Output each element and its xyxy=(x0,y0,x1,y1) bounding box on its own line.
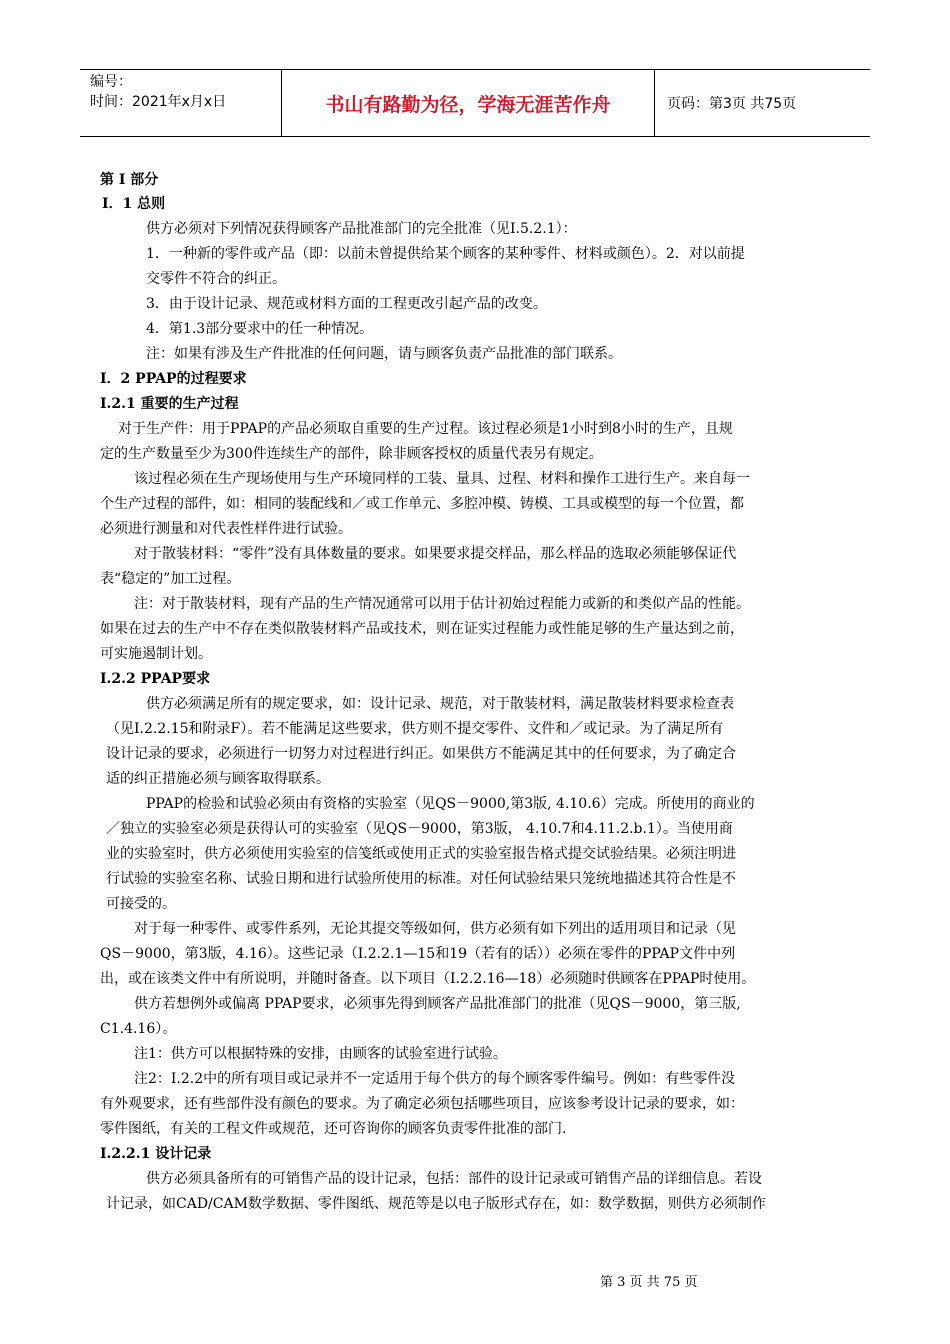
paragraph-line: 如果在过去的生产中不存在类似散装材料产品或技术，则在证实过程能力或性能足够的生产量达到之前， xyxy=(100,621,744,637)
paragraph-line: 适的纠正措施必须与顾客取得联系。 xyxy=(106,771,330,787)
paragraph-line: 注：如果有涉及生产件批准的任何问题，请与顾客负责产品批准的部门联系。 xyxy=(146,346,622,362)
paragraph-line: 4．第1.3部分要求中的任一种情况。 xyxy=(146,321,374,337)
paragraph-line: 可实施遏制计划。 xyxy=(100,646,212,662)
paragraph-line: QS－9000，第3版，4.16）。这些记录（I.2.2.1—15和19（若有的话））必须在零件的PPAP文件中列 xyxy=(100,946,736,962)
paragraph-line: 业的实验室时，供方必须使用实验室的信笺纸或使用正式的实验室报告格式提交试验结果。必须注明进 xyxy=(106,846,736,862)
paragraph-line: 供方必须满足所有的规定要求，如：设计记录、规范，对于散装材料，满足散装材料要求检查表 xyxy=(146,696,734,712)
paragraph-line: 计记录，如CAD/CAM数学数据、零件图纸、规范等是以电子版形式存在，如：数学数据，则供方必须制作 xyxy=(106,1196,766,1212)
part-heading: 第 I 部分 xyxy=(100,172,159,188)
header-info-cell xyxy=(80,70,282,136)
paragraph-line: 对于生产件：用于PPAP的产品必须取自重要的生产过程。该过程必须是1小时到8小时的生产，且规 xyxy=(118,421,733,437)
paragraph-line: 行试验的实验室名称、试验日期和进行试验所使用的标准。对任何试验结果只笼统地描述其符合性是不 xyxy=(106,871,736,887)
paragraph-line: 注1：供方可以根据特殊的安排，由顾客的试验室进行试验。 xyxy=(134,1046,507,1062)
paragraph-line: PPAP的检验和试验必须由有资格的实验室（见QS－9000,第3版, 4.10.6）完成。所使用的商业的 xyxy=(146,796,755,812)
paragraph-line: 对于每一种零件、或零件系列，无论其提交等级如何，供方必须有如下列出的适用项目和记录（见 xyxy=(134,921,736,937)
paragraph-line: 注：对于散装材料，现有产品的生产情况通常可以用于估计初始过程能力或新的和类似产品的性能。 xyxy=(134,596,750,612)
header-page-number: 页码：第3页 共75页 xyxy=(667,96,797,112)
paragraph-line: （见I.2.2.15和附录F）。若不能满足这些要求，供方则不提交零件、文件和／或记录。为了满足所有 xyxy=(106,721,724,737)
paragraph-line: ／独立的实验室必须是获得认可的实验室（见QS－9000，第3版， 4.10.7和4.11.2.b.1）。当使用商 xyxy=(106,821,733,837)
paragraph-line: 个生产过程的部件，如：相同的装配线和／或工作单元、多腔冲模、铸模、工具或模型的每一个位置，都 xyxy=(100,496,744,512)
paragraph-line: 有外观要求，还有些部件没有颜色的要求。为了确定必须包括哪些项目，应该参考设计记录的要求，如： xyxy=(100,1096,744,1112)
paragraph-line: 1．一种新的零件或产品（即：以前未曾提供给某个顾客的某种零件、材料或颜色）。2．对以前提 xyxy=(146,246,745,262)
paragraph-line: 出，或在该类文件中有所说明，并随时备查。以下项目（I.2.2.16—18）必须随时供顾客在PPAP时使用。 xyxy=(100,971,756,987)
subsection-heading: I.2.2.1 设计记录 xyxy=(100,1146,212,1162)
header-motto: 书山有路勤为径，学海无涯苦作舟 xyxy=(282,70,655,136)
document-date-label: 时间：2021年x月x日 xyxy=(90,94,227,110)
page-header xyxy=(80,69,870,137)
paragraph-line: 零件图纸，有关的工程文件或规范，还可咨询你的顾客负责零件批准的部门. xyxy=(100,1121,567,1137)
paragraph-line: 供方必须对下列情况获得顾客产品批准部门的完全批准（见I.5.2.1）： xyxy=(146,221,577,237)
subsection-heading: I.2.1 重要的生产过程 xyxy=(100,396,239,412)
paragraph-line: 该过程必须在生产现场使用与生产环境同样的工装、量具、过程、材料和操作工进行生产。来自每一 xyxy=(134,471,750,487)
paragraph-line: 设计记录的要求，必须进行一切努力对过程进行纠正。如果供方不能满足其中的任何要求，为了确定合 xyxy=(106,746,736,762)
paragraph-line: 供方若想例外或偏离 PPAP要求，必须事先得到顾客产品批准部门的批准（见QS－9000，第三版, xyxy=(134,996,741,1012)
paragraph-line: 3．由于设计记录、规范或材料方面的工程更改引起产品的改变。 xyxy=(146,296,547,312)
paragraph-line: 表“稳定的”加工过程。 xyxy=(100,571,241,587)
paragraph-line: 可接受的。 xyxy=(106,896,176,912)
paragraph-line: 供方必须具备所有的可销售产品的设计记录，包括：部件的设计记录或可销售产品的详细信息。若设 xyxy=(146,1171,762,1187)
page-footer: 第 3 页 共 75 页 xyxy=(600,1275,698,1290)
paragraph-line: 交零件不符合的纠正。 xyxy=(146,271,286,287)
section-heading: I．2 PPAP的过程要求 xyxy=(100,371,247,387)
section-heading: I．1 总则 xyxy=(102,196,166,212)
paragraph-line: 注2：I.2.2中的所有项目或记录并不一定适用于每个供方的每个顾客零件编号。例如：有些零件没 xyxy=(134,1071,736,1087)
document-number-label: 编号： xyxy=(90,74,132,90)
paragraph-line: 对于散装材料：“零件”没有具体数量的要求。如果要求提交样品，那么样品的选取必须能够保证代 xyxy=(134,546,737,562)
paragraph-line: C1.4.16）。 xyxy=(100,1021,177,1037)
paragraph-line: 定的生产数量至少为300件连续生产的部件，除非顾客授权的质量代表另有规定。 xyxy=(100,446,603,462)
subsection-heading: I.2.2 PPAP要求 xyxy=(100,671,211,687)
paragraph-line: 必须进行测量和对代表性样件进行试验。 xyxy=(100,521,352,537)
